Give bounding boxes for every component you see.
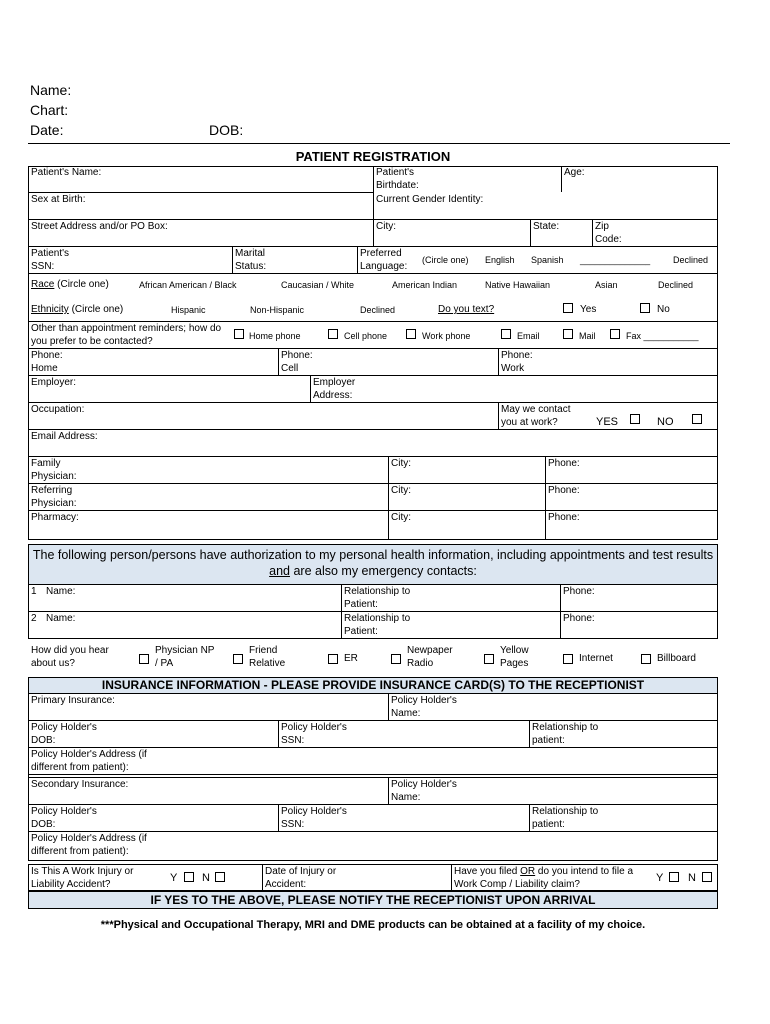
claim-n-label: N [688, 872, 696, 884]
date-label: Date: [30, 122, 64, 138]
contact-cell-phone-label: Cell phone [344, 331, 388, 341]
referral-newspaper-checkbox[interactable] [391, 654, 401, 664]
primary-holder-dob-field[interactable]: Policy Holder's DOB: [31, 722, 97, 746]
race-american-indian[interactable]: American Indian [392, 280, 458, 290]
claim-no-checkbox[interactable] [702, 872, 712, 882]
ethnicity-label: Ethnicity (Circle one) [31, 304, 124, 315]
contact-home-phone-label: Home phone [249, 331, 301, 341]
secondary-holder-address-field[interactable]: Policy Holder's Address (if different from patient): [31, 833, 147, 857]
work-contact-yes-label: YES [596, 416, 619, 428]
secondary-holder-ssn-field[interactable]: Policy Holder's SSN: [281, 806, 347, 830]
work-contact-yes-checkbox[interactable] [630, 414, 640, 424]
zip-field[interactable]: Zip Code: [595, 221, 622, 245]
language-other-blank[interactable]: ______________ [580, 255, 651, 265]
primary-holder-ssn-field[interactable]: Policy Holder's SSN: [281, 722, 347, 746]
referring-physician-field[interactable]: Referring Physician: [31, 485, 77, 509]
name-label: Name: [30, 82, 72, 98]
contact-mail-label: Mail [579, 331, 596, 341]
contact2-phone-field[interactable]: Phone: [563, 613, 595, 624]
pharmacy-phone[interactable]: Phone: [548, 512, 580, 523]
ssn-field[interactable]: Patient's SSN: [31, 248, 70, 272]
street-address-field[interactable]: Street Address and/or PO Box: [31, 221, 168, 232]
work-phone-field[interactable]: Phone: Work [501, 350, 533, 374]
contact2-name-field[interactable]: Name: [46, 613, 76, 624]
contact1-relationship-field[interactable]: Relationship to Patient: [344, 586, 411, 610]
work-contact-no-checkbox[interactable] [692, 414, 702, 424]
employer-field[interactable]: Employer: [31, 377, 77, 388]
language-spanish[interactable]: Spanish [531, 255, 564, 265]
primary-insurance-field[interactable]: Primary Insurance: [31, 695, 115, 706]
page-title: PATIENT REGISTRATION [295, 149, 451, 164]
language-circle-hint: (Circle one) [422, 255, 469, 265]
notify-text: IF YES TO THE ABOVE, PLEASE NOTIFY THE RECEPTIONIST UPON ARRIVAL [150, 893, 596, 907]
primary-holder-address-field[interactable]: Policy Holder's Address (if different from patient): [31, 749, 147, 773]
chart-label: Chart: [30, 102, 69, 118]
referral-newspaper-label: Newpaper Radio [407, 645, 453, 669]
dob-label: DOB: [209, 122, 244, 138]
race-native-hawaiian[interactable]: Native Hawaiian [485, 280, 551, 290]
text-no-checkbox[interactable] [640, 303, 650, 313]
employer-address-field[interactable]: Employer Address: [313, 377, 356, 401]
referral-friend-label: Friend Relative [249, 645, 286, 669]
family-physician-city[interactable]: City: [391, 458, 411, 469]
language-english[interactable]: English [485, 255, 515, 265]
secondary-holder-dob-field[interactable]: Policy Holder's DOB: [31, 806, 97, 830]
race-label: Race (Circle one) [31, 279, 109, 290]
home-phone-field[interactable]: Phone: Home [31, 350, 63, 374]
referral-friend-checkbox[interactable] [233, 654, 243, 664]
referral-internet-checkbox[interactable] [563, 654, 573, 664]
race-african-american[interactable]: African American / Black [139, 280, 237, 290]
claim-question: Have you filed OR do you intend to file a Work Comp / Liability claim? [454, 866, 634, 890]
ethnicity-non-hispanic[interactable]: Non-Hispanic [250, 305, 305, 315]
referral-yellow-pages-checkbox[interactable] [484, 654, 494, 664]
primary-holder-name-field[interactable]: Policy Holder's Name: [391, 695, 457, 719]
pharmacy-city[interactable]: City: [391, 512, 411, 523]
text-no-label: No [657, 304, 670, 315]
contact-fax-label: Fax ___________ [626, 331, 699, 341]
family-physician-field[interactable]: Family Physician: [31, 458, 77, 482]
patient-name-field[interactable]: Patient's Name: [31, 167, 102, 178]
insurance-title: INSURANCE INFORMATION - PLEASE PROVIDE INSURANCE CARD(S) TO THE RECEPTIONIST [101, 678, 645, 692]
contact-work-phone-label: Work phone [422, 331, 471, 341]
injury-y-label: Y [170, 872, 178, 884]
contact2-relationship-field[interactable]: Relationship to Patient: [344, 613, 411, 637]
header-divider [28, 143, 730, 144]
contact-work-phone-checkbox[interactable] [406, 329, 416, 339]
text-yes-checkbox[interactable] [563, 303, 573, 313]
contact1-number: 1 [31, 586, 37, 597]
contact-preference-question: Other than appointment reminders; how do you prefer to be contacted? [31, 323, 222, 347]
race-caucasian[interactable]: Caucasian / White [281, 280, 355, 290]
contact-home-phone-checkbox[interactable] [234, 329, 244, 339]
contact-at-work-question: May we contact you at work? [501, 404, 571, 428]
city-field[interactable]: City: [376, 221, 396, 232]
language-declined[interactable]: Declined [673, 255, 709, 265]
secondary-insurance-field[interactable]: Secondary Insurance: [31, 779, 129, 790]
referring-physician-city[interactable]: City: [391, 485, 411, 496]
contact-mail-checkbox[interactable] [563, 329, 573, 339]
cell-phone-field[interactable]: Phone: Cell [281, 350, 313, 374]
referral-yellow-pages-label: Yellow Pages [500, 645, 529, 669]
preferred-language-field[interactable]: Preferred Language: [360, 248, 408, 272]
secondary-holder-name-field[interactable]: Policy Holder's Name: [391, 779, 457, 803]
marital-status-field[interactable]: Marital Status: [235, 248, 267, 272]
do-you-text-label: Do you text? [438, 304, 495, 315]
ethnicity-hispanic[interactable]: Hispanic [171, 305, 206, 315]
work-contact-no-label: NO [657, 416, 674, 428]
referral-internet-label: Internet [579, 653, 613, 664]
race-declined[interactable]: Declined [658, 280, 694, 290]
state-field[interactable]: State: [533, 221, 560, 232]
patient-birthdate-field[interactable]: Patient's Birthdate: [376, 167, 419, 191]
contact-email-checkbox[interactable] [501, 329, 511, 339]
referral-billboard-checkbox[interactable] [641, 654, 651, 664]
contact-cell-phone-checkbox[interactable] [328, 329, 338, 339]
family-physician-phone[interactable]: Phone: [548, 458, 580, 469]
age-field[interactable]: Age: [564, 167, 585, 178]
contact2-number: 2 [31, 613, 37, 624]
injury-n-label: N [202, 872, 210, 884]
email-address-field[interactable]: Email Address: [31, 431, 98, 442]
pharmacy-field[interactable]: Pharmacy: [31, 512, 79, 523]
occupation-field[interactable]: Occupation: [31, 404, 85, 415]
ethnicity-declined[interactable]: Declined [360, 305, 396, 315]
work-injury-question: Is This A Work Injury or Liability Accident? [31, 866, 134, 890]
contact-email-label: Email [517, 331, 540, 341]
contact1-phone-field[interactable]: Phone: [563, 586, 595, 597]
referring-physician-phone[interactable]: Phone: [548, 485, 580, 496]
gender-identity-field[interactable]: Current Gender Identity: [376, 194, 484, 205]
footer-note: ***Physical and Occupational Therapy, MRI and DME products can be obtained at a facility of my choice. [100, 919, 646, 931]
injury-date-field[interactable]: Date of Injury or Accident: [265, 866, 337, 890]
contact1-name-field[interactable]: Name: [46, 586, 76, 597]
text-yes-label: Yes [580, 304, 597, 315]
injury-yes-checkbox[interactable] [184, 872, 194, 882]
injury-no-checkbox[interactable] [215, 872, 225, 882]
referral-question: How did you hear about us? [31, 645, 109, 669]
claim-y-label: Y [656, 872, 664, 884]
contact-fax-checkbox[interactable] [610, 329, 620, 339]
referral-er-checkbox[interactable] [328, 654, 338, 664]
primary-relationship-field[interactable]: Relationship to patient: [532, 722, 599, 746]
authorization-text: The following person/persons have authorization to my personal health information, including appointments and test results and are also my emergency contacts: [32, 548, 714, 578]
secondary-relationship-field[interactable]: Relationship to patient: [532, 806, 599, 830]
referral-physician-label: Physician NP / PA [155, 645, 215, 669]
referral-physician-checkbox[interactable] [139, 654, 149, 664]
race-asian[interactable]: Asian [595, 280, 618, 290]
claim-yes-checkbox[interactable] [669, 872, 679, 882]
referral-er-label: ER [344, 653, 358, 664]
sex-at-birth-field[interactable]: Sex at Birth: [31, 194, 86, 205]
referral-billboard-label: Billboard [657, 653, 696, 664]
